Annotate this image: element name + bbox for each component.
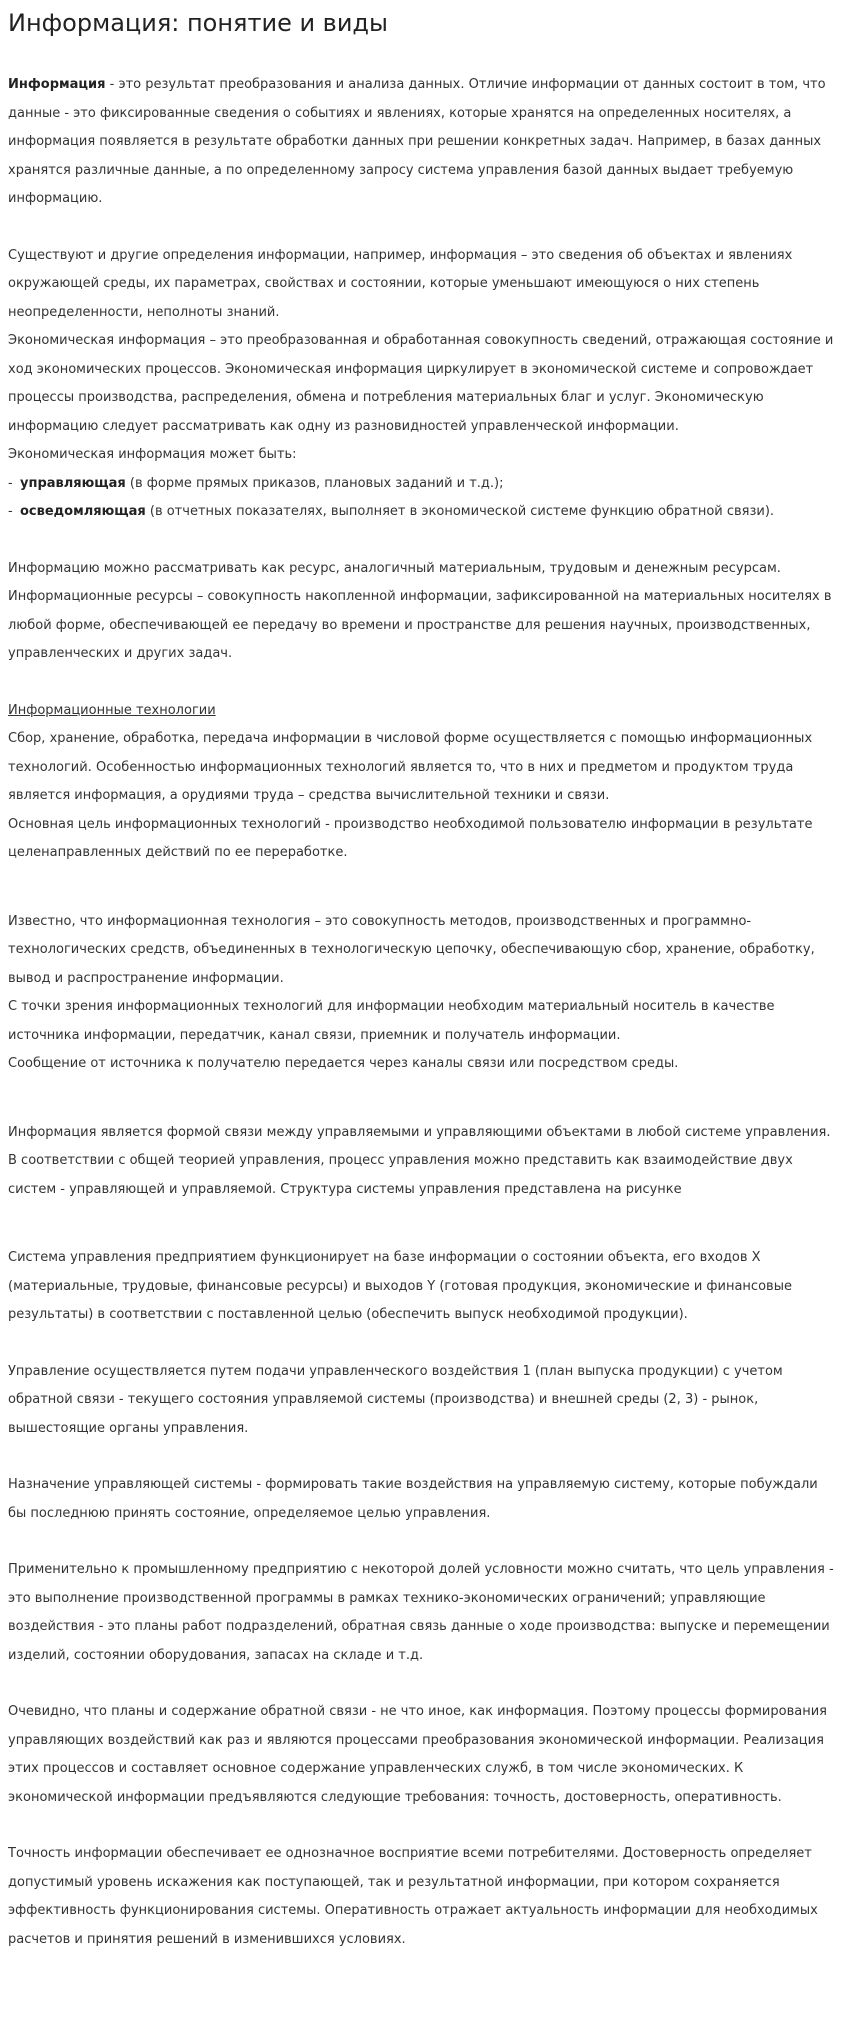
it-paragraph-2: Основная цель информационных технологий - производство необходимой пользователю информации в результате целенаправленных действий по ее переработке. <box>8 816 813 860</box>
message-paragraph: Сообщение от источника к получателю передается через каналы связи или посредством среды. <box>8 1056 679 1071</box>
intro-paragraph <box>8 71 835 214</box>
list-item-text: (в форме прямых приказов, плановых заданий и т.д.); <box>125 475 504 491</box>
list-dash: - <box>8 475 13 491</box>
it-section-link[interactable]: Информационные технологии <box>8 702 216 718</box>
it-paragraph-1: Сбор, хранение, обработка, передача информации в числовой форме осуществляется с помощью информационных технологий. Особенностью информационных технологий является то, что в них и предметом и продуктом труда является информация, а орудиями труда – средства вычислительной техники и связи. <box>8 731 813 803</box>
carrier-paragraph: С точки зрения информационных технологий для информации необходим материальный носитель в качестве источника информации, передатчик, канал связи, приемник и получатель информации. <box>8 999 775 1043</box>
other-definitions-paragraph: Существуют и другие определения информации, например, информация – это сведения об объектах и явлениях окружающей среды, их параметрах, свойствах и состоянии, которые уменьшают имеющуюся о них степень неопределенности, неполноты знаний. <box>8 247 793 320</box>
list-item-term: управляющая <box>20 475 126 491</box>
economic-info-paragraph: Экономическая информация – это преобразованная и обработанная совокупность сведений, отражающая состояние и ход экономических процессов. Экономическая информация циркулирует в экономической системе и сопровождает процессы производства, распределения, обмена и потребления материальных благ и услуг. Экономическую информацию следует рассматривать как одну из разновидностей управленческой информации. <box>8 333 834 434</box>
purpose-paragraph: Назначение управляющей системы - формировать такие воздействия на управляемую систему, которые побуждали бы последнюю принять состояние, определяемое целью управления. <box>8 1477 818 1521</box>
page-title: Информация: понятие и виды <box>8 9 388 37</box>
control-paragraph: Управление осуществляется путем подачи управленческого воздействия 1 (план выпуска продукции) с учетом обратной связи - текущего состояния управляемой системы (производства) и внешней среды (2, 3) - рынок, вышестоящие органы управления. <box>8 1363 783 1436</box>
intro-term: Информация <box>8 77 106 92</box>
list-item-informing <box>8 498 835 527</box>
economic-types-intro: Экономическая информация может быть: <box>8 447 297 462</box>
list-item-term: осведомляющая <box>20 504 146 519</box>
resource-paragraph: Информацию можно рассматривать как ресурс, аналогичный материальным, трудовым и денежным ресурсам. Информационные ресурсы – совокупность накопленной информации, зафиксированной на материальных носителях в любой форме, обеспечивающей ее передачу во времени и пространстве для решения научных, производственных, управленческих и других задач. <box>8 560 832 661</box>
system-paragraph: Система управления предприятием функционирует на базе информации о состоянии объекта, его входов X (материальные, трудовые, финансовые ресурсы) и выходов Y (готовая продукция, экономические и финансовые результаты) в соответствии с поставленной целью (обеспечить выпуск необходимой продукции). <box>8 1250 792 1322</box>
list-dash: - <box>8 504 13 519</box>
section-link-paragraph <box>8 697 835 726</box>
list-item-managing <box>8 470 835 499</box>
accuracy-paragraph: Точность информации обеспечивает ее однозначное восприятие всеми потребителями. Достоверность определяет допустимый уровень искажения как поступающей, так и результатной информации, при котором сохраняется эффективность функционирования системы. Оперативность отражает актуальность информации для необходимых расчетов и принятия решений в изменившихся условиях. <box>8 1846 818 1947</box>
obvious-paragraph: Очевидно, что планы и содержание обратной связи - не что иное, как информация. Поэтому процессы формирования управляющих воздействий как раз и являются процессами преобразования экономической информации. Реализация этих процессов и составляет основное содержание управленческих служб, в том числе экономических. К экономической информации предъявляются следующие требования: точность, достоверность, оперативность. <box>8 1704 827 1805</box>
intro-text: - это результат преобразования и анализа данных. Отличие информации от данных состоит в том, что данные - это фиксированные сведения о событиях и явлениях, которые хранятся на определенных носителях, а информация появляется в результате обработки данных при решении конкретных задач. Например, в базах данных хранятся различные данные, а по определенному запросу система управления базой данных выдает требуемую информацию. <box>8 77 826 206</box>
list-item-text: (в отчетных показателях, выполняет в экономической системе функцию обратной связи). <box>145 504 775 519</box>
industrial-paragraph: Применительно к промышленному предприятию с некоторой долей условности можно считать, что цель управления - это выполнение производственной программы в рамках технико-экономических ограничений; управляющие воздействия - это планы работ подразделений, обратная связь данные о ходе производства: выпуске и перемещении изделий, состоянии оборудования, запасах на складе и т.д. <box>8 1562 834 1663</box>
known-paragraph: Известно, что информационная технология – это совокупность методов, производственных и программно-технологических средств, объединенных в технологическую цепочку, обеспечивающую сбор, хранение, обработку, вывод и распространение информации. <box>8 913 815 986</box>
link-form-paragraph: Информация является формой связи между управляемыми и управляющими объектами в любой системе управления. В соответствии с общей теорией управления, процесс управления можно представить как взаимодействие двух систем - управляющей и управляемой. Структура системы управления представлена на рисунке <box>8 1124 831 1197</box>
